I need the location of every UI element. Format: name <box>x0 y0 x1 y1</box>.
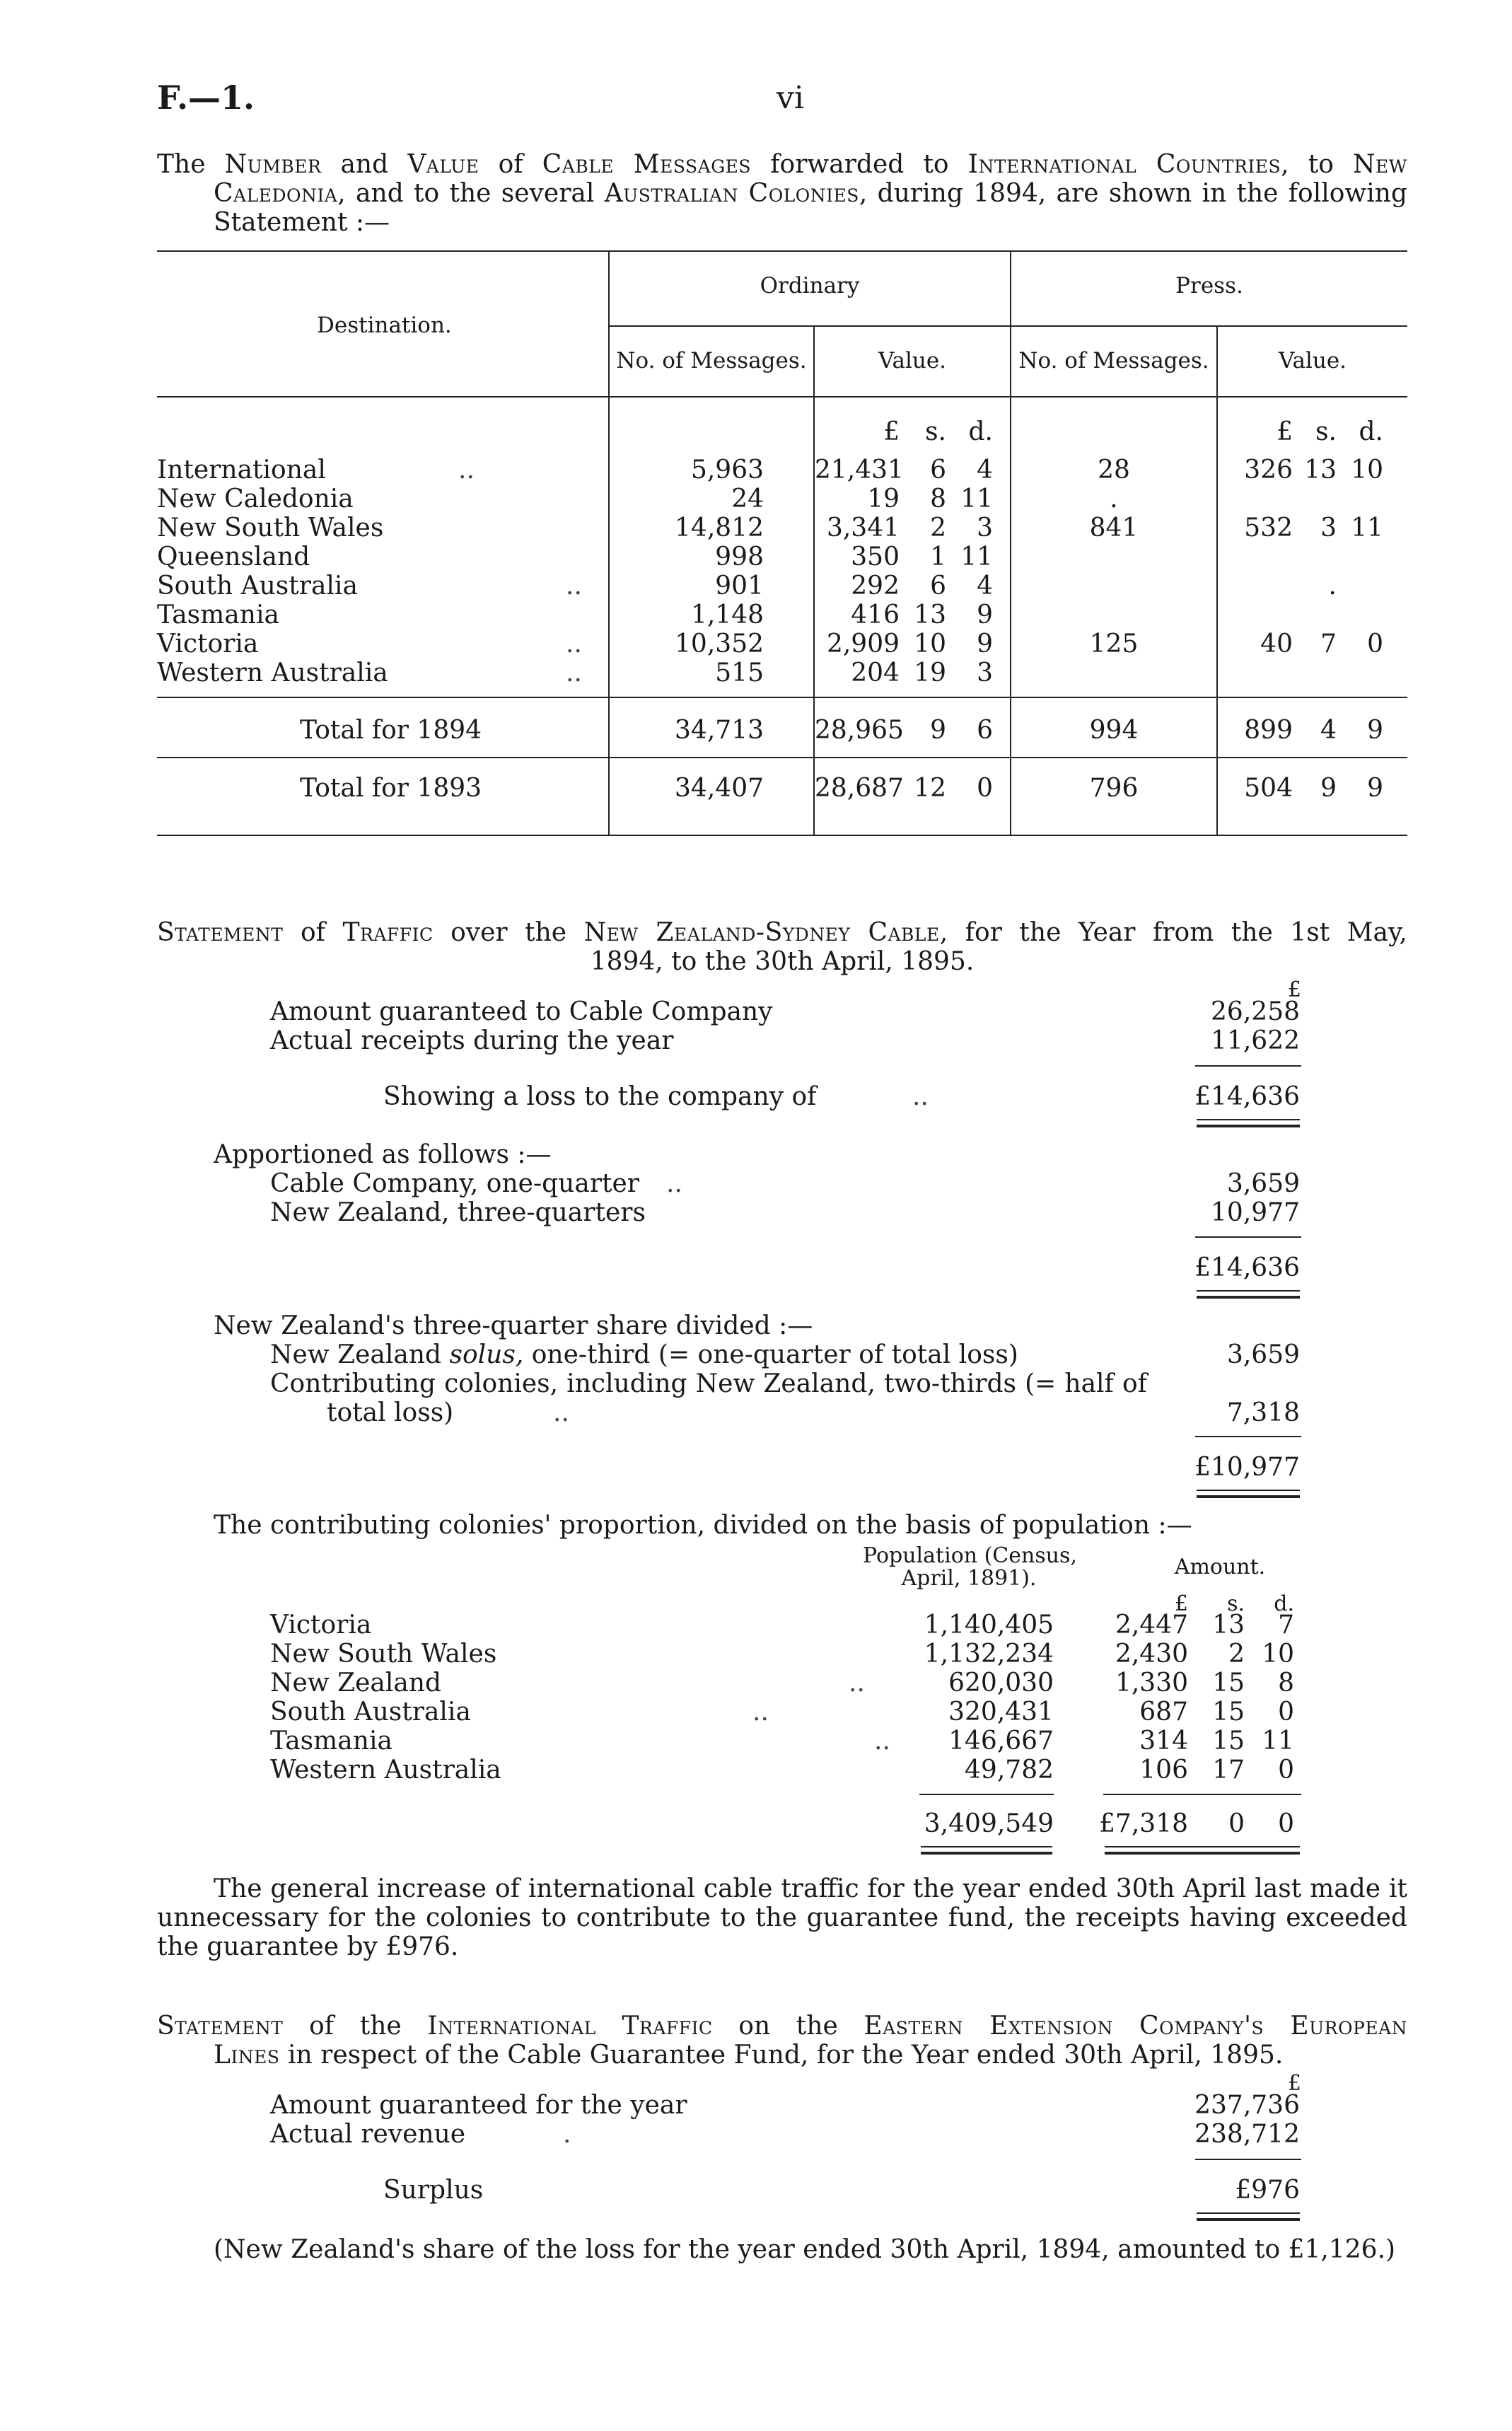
press-shillings-cell: 7 <box>1320 629 1337 658</box>
ord-pence-cell: 3 <box>977 658 993 687</box>
sydney-cable-title: Statement of Traffic over the New Zealand-Sydney Cable, for the Year from the 1st May, <box>157 918 1407 947</box>
pounds-cell: 106 <box>1139 1756 1188 1785</box>
col-ord-messages-header: No. of Messages. <box>616 348 807 373</box>
table-top-rule <box>157 250 1407 252</box>
ord-pounds-cell: 28,965 <box>815 716 904 745</box>
ord-pounds-cell: 28,687 <box>815 774 904 803</box>
press-pounds-cell: 326 <box>1244 456 1293 485</box>
pounds-cell: 314 <box>1139 1727 1188 1756</box>
total-label: Total for 1893 <box>300 774 482 803</box>
destination-cell: South Australia <box>157 572 358 601</box>
colony-name: Western Australia <box>270 1756 501 1785</box>
total-rule-double <box>1197 2218 1300 2221</box>
ord-shillings-cell: 13 <box>914 601 946 629</box>
destination-cell: International <box>157 456 326 485</box>
ord-pounds-cell: 19 <box>867 485 900 514</box>
press-messages-cell: 841 <box>1089 514 1139 543</box>
table-vrule-3 <box>1010 250 1011 835</box>
nz-label: New Zealand, three-quarters <box>270 1198 646 1227</box>
ord-pence-cell: 0 <box>977 774 993 803</box>
population-cell: 1,132,234 <box>924 1640 1054 1669</box>
pounds-total: £7,318 <box>1099 1809 1188 1838</box>
population-cell: 620,030 <box>948 1669 1054 1698</box>
destination-cell: Tasmania <box>157 601 279 629</box>
destination-cell: New South Wales <box>157 514 384 543</box>
leader-dots: .. <box>553 1398 569 1427</box>
destination-cell: New Caledonia <box>157 485 354 514</box>
press-pence-cell: 9 <box>1367 774 1383 803</box>
ord-pounds-cell: 292 <box>851 572 900 601</box>
ord-pounds-cell: 350 <box>851 543 900 572</box>
table-total-rule <box>157 757 1407 758</box>
ord-messages-cell: 10,352 <box>675 629 764 658</box>
ord-pounds-cell: 416 <box>851 601 900 629</box>
proportion-label: The contributing colonies' proportion, divided on the basis of population :— <box>214 1511 1192 1540</box>
shillings-cell: 15 <box>1212 1669 1245 1698</box>
total-rule-double <box>1197 1490 1300 1491</box>
leader-dots: .. <box>566 658 582 687</box>
shillings-cell: 13 <box>1212 1611 1245 1640</box>
currency-header: £ <box>1287 2071 1301 2096</box>
total-rule-double <box>1197 1296 1300 1299</box>
contrib-label-line2: total loss) <box>327 1398 454 1427</box>
ord-pence-unit: d. <box>968 417 993 446</box>
colony-name: South Australia <box>270 1698 471 1727</box>
destination-cell: Victoria <box>157 629 259 658</box>
ord-pence-cell: 3 <box>977 514 993 543</box>
ord-pounds-cell: 21,431 <box>815 456 904 485</box>
shillings-total: 0 <box>1228 1809 1245 1838</box>
ord-messages-cell: 34,713 <box>675 716 764 745</box>
press-pounds-cell: 899 <box>1244 716 1293 745</box>
loss-value: £14,636 <box>1194 1082 1300 1111</box>
ord-pence-cell: 4 <box>977 572 993 601</box>
total-rule-double <box>1197 1125 1300 1127</box>
total-rule-double <box>1105 1846 1300 1847</box>
col-ordinary-header: Ordinary <box>760 273 860 298</box>
population-total: 3,409,549 <box>924 1809 1054 1838</box>
loss-label: Showing a loss to the company of <box>383 1082 817 1111</box>
cable-co-label: Cable Company, one-quarter <box>270 1169 640 1198</box>
ord-shillings-cell: 19 <box>914 658 946 687</box>
eu-surplus-label: Surplus <box>383 2176 484 2205</box>
currency-header: £ <box>1287 977 1301 1002</box>
ord-messages-cell: 998 <box>715 543 764 572</box>
total-rule-double <box>921 1852 1052 1855</box>
press-pence-cell: 0 <box>1367 629 1383 658</box>
leader-dots: .. <box>874 1727 890 1756</box>
press-messages-cell: 796 <box>1089 774 1139 803</box>
press-shillings-cell: . <box>1328 572 1337 601</box>
ord-shillings-cell: 6 <box>930 572 946 601</box>
subtotal-rule <box>1103 1794 1301 1795</box>
press-pound-unit: £ <box>1277 417 1293 446</box>
col-ord-value-header: Value. <box>878 348 947 373</box>
press-messages-cell: 125 <box>1089 629 1139 658</box>
ord-pence-cell: 4 <box>977 456 993 485</box>
pence-cell: 7 <box>1278 1611 1294 1640</box>
eu-guaranteed-label: Amount guaranteed for the year <box>270 2091 687 2120</box>
amount-pence-unit: d. <box>1274 1591 1294 1616</box>
apportioned-total: £14,636 <box>1194 1253 1300 1282</box>
amount-shilling-unit: s. <box>1227 1591 1245 1616</box>
press-shillings-cell: 13 <box>1304 456 1337 485</box>
table-head-bottom-rule <box>157 396 1407 398</box>
press-pounds-cell: 40 <box>1260 629 1293 658</box>
ord-pence-cell: 11 <box>960 543 993 572</box>
total-rule-double <box>1197 1495 1300 1498</box>
eu-revenue-label: Actual revenue <box>270 2120 466 2149</box>
shillings-cell: 15 <box>1212 1727 1245 1756</box>
ord-shillings-cell: 10 <box>914 629 946 658</box>
press-shillings-cell: 4 <box>1320 716 1337 745</box>
eu-surplus-value: £976 <box>1235 2176 1300 2205</box>
leader-dots: .. <box>666 1169 682 1198</box>
press-pence-unit: d. <box>1359 417 1383 446</box>
destination-cell: Western Australia <box>157 658 388 687</box>
sydney-cable-title-line2: 1894, to the 30th April, 1895. <box>590 947 975 976</box>
contrib-value: 7,318 <box>1226 1398 1300 1427</box>
leader-dots: .. <box>752 1698 769 1727</box>
subtotal-rule <box>1195 1436 1301 1437</box>
pence-total: 0 <box>1278 1809 1294 1838</box>
amount-header: Amount. <box>1174 1555 1266 1579</box>
pounds-cell: 2,447 <box>1115 1611 1188 1640</box>
amount-pound-unit: £ <box>1174 1591 1188 1616</box>
solus-value: 3,659 <box>1226 1340 1300 1369</box>
press-pence-cell: 10 <box>1351 456 1383 485</box>
pounds-cell: 1,330 <box>1115 1669 1188 1698</box>
ord-pence-cell: 9 <box>977 629 993 658</box>
eu-footnote: (New Zealand's share of the loss for the year ended 30th April, 1894, amounted to £1,126.) <box>214 2235 1396 2264</box>
population-header-line1: Population (Census, <box>863 1543 1077 1568</box>
page-number: vi <box>777 80 804 116</box>
nz-value: 10,977 <box>1211 1198 1300 1227</box>
pence-cell: 10 <box>1262 1640 1294 1669</box>
press-shillings-cell: 9 <box>1320 774 1337 803</box>
eu-revenue-value: 238,712 <box>1194 2120 1300 2149</box>
ord-messages-cell: 5,963 <box>690 456 764 485</box>
shillings-cell: 17 <box>1212 1756 1245 1785</box>
total-rule-double <box>921 1846 1052 1847</box>
ord-messages-cell: 515 <box>715 658 764 687</box>
total-rule-double <box>1197 1290 1300 1292</box>
page-id: F.—1. <box>157 79 255 117</box>
col-press-messages-header: No. of Messages. <box>1018 348 1209 373</box>
shillings-cell: 2 <box>1228 1640 1245 1669</box>
leader-dots: .. <box>566 572 582 601</box>
ord-shillings-cell: 12 <box>914 774 946 803</box>
solus-label: New Zealand solus, one-third (= one-quarter of total loss) <box>270 1340 1018 1369</box>
total-rule-double <box>1197 1119 1300 1120</box>
guaranteed-label: Amount guaranteed to Cable Company <box>270 997 773 1026</box>
ord-messages-cell: 34,407 <box>675 774 764 803</box>
press-pounds-cell: 504 <box>1244 774 1293 803</box>
colony-name: Victoria <box>270 1611 372 1640</box>
contrib-label-line1: Contributing colonies, including New Zealand, two-thirds (= half of <box>270 1369 1147 1398</box>
ord-pound-unit: £ <box>883 417 900 446</box>
share-label: New Zealand's three-quarter share divided :— <box>214 1311 813 1340</box>
colony-name: New Zealand <box>270 1669 442 1698</box>
apportioned-label: Apportioned as follows :— <box>214 1140 552 1169</box>
population-cell: 146,667 <box>948 1727 1054 1756</box>
receipts-label: Actual receipts during the year <box>270 1026 674 1055</box>
pence-cell: 8 <box>1278 1669 1294 1698</box>
leader-dots: .. <box>849 1669 865 1698</box>
ord-shillings-cell: 1 <box>930 543 946 572</box>
subtotal-rule <box>1195 1065 1301 1067</box>
pence-cell: 0 <box>1278 1698 1294 1727</box>
subtotal-rule <box>1195 2159 1301 2160</box>
ord-messages-cell: 1,148 <box>690 601 764 629</box>
european-lines-title-line2: Lines in respect of the Cable Guarantee Fund, for the Year ended 30th April, 1895. <box>214 2041 1284 2070</box>
subtotal-rule <box>919 1794 1054 1795</box>
total-label: Total for 1894 <box>300 716 482 745</box>
colony-name: Tasmania <box>270 1727 392 1756</box>
shillings-cell: 15 <box>1212 1698 1245 1727</box>
col-press-header: Press. <box>1175 273 1243 298</box>
ord-pence-cell: 11 <box>960 485 993 514</box>
press-messages-cell: . <box>1110 485 1118 514</box>
table-vrule-4 <box>1216 325 1218 835</box>
european-lines-title: Statement of the International Traffic on the Eastern Extension Company's European <box>157 2012 1407 2041</box>
total-rule-double <box>1197 2212 1300 2214</box>
leader-dots: . <box>563 2120 571 2149</box>
total-rule-double <box>1105 1852 1300 1855</box>
eu-guaranteed-value: 237,736 <box>1194 2091 1300 2120</box>
guaranteed-value: 26,258 <box>1211 997 1300 1026</box>
table-mid-rule <box>610 325 1407 327</box>
leader-dots: .. <box>912 1082 929 1111</box>
traffic-increase-note: The general increase of international cable traffic for the year ended 30th April last made it unnecessary for the colonies to contribute to the guarantee fund, the receipts having exceeded the guarantee by £976. <box>157 1874 1407 1961</box>
ord-pounds-cell: 3,341 <box>826 514 900 543</box>
ord-messages-cell: 901 <box>715 572 764 601</box>
cable-messages-intro: The Number and Value of Cable Messages forwarded to International Countries, to New Caledonia, and to the several Australian Colonies, during 1894, are shown in the following Statement :— <box>157 150 1407 237</box>
pounds-cell: 2,430 <box>1115 1640 1188 1669</box>
pence-cell: 0 <box>1278 1756 1294 1785</box>
ord-pence-cell: 6 <box>977 716 993 745</box>
press-messages-cell: 28 <box>1098 456 1130 485</box>
table-body-bottom-rule <box>157 697 1407 698</box>
ord-pounds-cell: 204 <box>851 658 900 687</box>
col-destination-header: Destination. <box>317 313 452 338</box>
subtotal-rule <box>1195 1236 1301 1238</box>
population-cell: 320,431 <box>948 1698 1054 1727</box>
pounds-cell: 687 <box>1139 1698 1188 1727</box>
colony-name: New South Wales <box>270 1640 497 1669</box>
ord-shillings-cell: 9 <box>930 716 946 745</box>
press-pence-cell: 11 <box>1351 514 1383 543</box>
pence-cell: 11 <box>1262 1727 1294 1756</box>
leader-dots: .. <box>566 629 582 658</box>
col-press-value-header: Value. <box>1278 348 1347 373</box>
leader-dots: .. <box>458 456 475 485</box>
press-messages-cell: 994 <box>1089 716 1139 745</box>
table-bottom-rule <box>157 835 1407 836</box>
ord-pounds-cell: 2,909 <box>826 629 900 658</box>
population-header-line2: April, 1891). <box>901 1566 1037 1591</box>
share-total: £10,977 <box>1194 1453 1300 1482</box>
ord-shillings-cell: 6 <box>930 456 946 485</box>
press-shillings-cell: 3 <box>1320 514 1337 543</box>
press-pounds-cell: 532 <box>1244 514 1293 543</box>
population-cell: 1,140,405 <box>924 1611 1054 1640</box>
press-pence-cell: 9 <box>1367 716 1383 745</box>
ord-shillings-cell: 2 <box>930 514 946 543</box>
ord-messages-cell: 14,812 <box>675 514 764 543</box>
destination-cell: Queensland <box>157 543 310 572</box>
ord-messages-cell: 24 <box>731 485 764 514</box>
cable-co-value: 3,659 <box>1226 1169 1300 1198</box>
press-shilling-unit: s. <box>1315 417 1337 446</box>
ord-shilling-unit: s. <box>925 417 946 446</box>
ord-pence-cell: 9 <box>977 601 993 629</box>
receipts-value: 11,622 <box>1211 1026 1300 1055</box>
population-cell: 49,782 <box>965 1756 1054 1785</box>
ord-shillings-cell: 8 <box>930 485 946 514</box>
